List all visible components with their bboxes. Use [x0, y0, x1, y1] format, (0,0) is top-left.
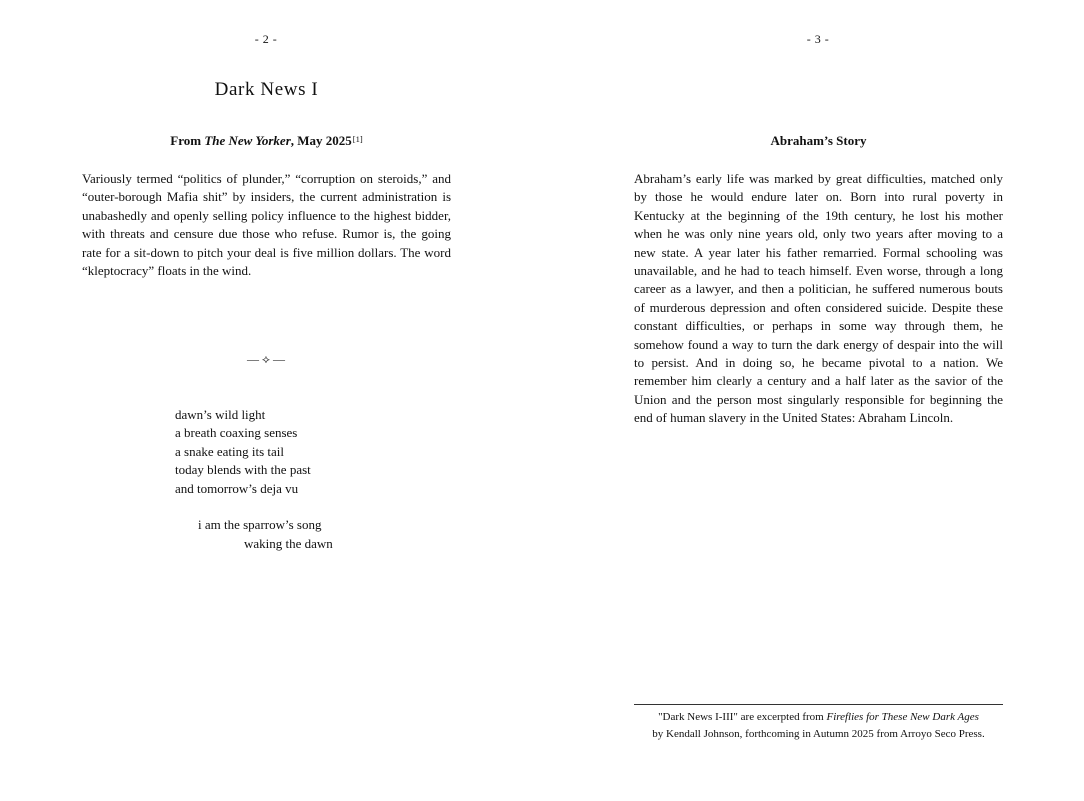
footnote-ref[interactable]: [1]: [352, 134, 363, 144]
subhead-prefix: From: [170, 133, 205, 148]
publication-name: The New Yorker: [204, 133, 291, 148]
footnote-prefix: "Dark News I-III" are excerpted from: [658, 711, 827, 723]
section-ornament: — ⟡ —: [247, 352, 285, 366]
footnote-divider: [634, 704, 1003, 705]
poem-line: today blends with the past: [175, 462, 311, 478]
left-body-paragraph: Variously termed “politics of plunder,” “corruption on steroids,” and “outer-borough Mafia shit” by insiders, the current administration is unabashedly and openly selling policy influence to the highest bidder, with threats and censure due those who refuse. Rumor is, the going rate for a sit-down to pitch your deal is five million dollars. The word “kleptocracy” floats in the wind.: [82, 171, 451, 279]
page-number-left: - 2 -: [254, 32, 278, 46]
footnote: [634, 709, 1003, 743]
story-heading: Abraham’s Story: [770, 133, 867, 148]
poem-line: i am the sparrow’s song: [198, 517, 322, 533]
page-number-right: - 3 -: [806, 32, 830, 46]
poem-line: dawn’s wild light: [175, 407, 266, 422]
page-title: Dark News I: [214, 79, 319, 100]
source-subheading: [82, 133, 451, 149]
right-body-paragraph: Abraham’s early life was marked by great difficulties, matched only by those he would endure later on. Born into rural poverty in Kentucky at the beginning of the 19th century, he lost his mother when he was only nine years old, only two years after moving to a new state. A year later his father remarried. Formal schooling was unavailable, and he had to teach himself. Even worse, through a long career as a lawyer, and then a politician, he suffered numerous bouts of murderous depression and often considered suicide. Despite these constant difficulties, or perhaps in some way through them, he somehow found a way to turn the dark energy of despair into the will to persist. And in doing so, he became pivotal to a nation. We remember him clearly a century and a half later as the savior of the Union and the person most singularly responsible for beginning the end of human slavery in the United States: Abraham Lincoln.: [634, 171, 1003, 426]
footnote-line-1: [634, 709, 1003, 726]
book-title: Fireflies for These New Dark Ages: [826, 711, 979, 723]
poem: [175, 406, 333, 553]
poem-line: waking the dawn: [244, 535, 333, 551]
footnote-line-2: by Kendall Johnson, forthcoming in Autumn 2025 from Arroyo Seco Press.: [652, 728, 985, 740]
stanza-break: [175, 498, 333, 516]
poem-line: a breath coaxing senses: [175, 425, 298, 441]
poem-line: and tomorrow’s deja vu: [175, 480, 299, 496]
poem-line: a snake eating its tail: [175, 443, 285, 459]
subhead-suffix: , May 2025: [290, 133, 352, 148]
